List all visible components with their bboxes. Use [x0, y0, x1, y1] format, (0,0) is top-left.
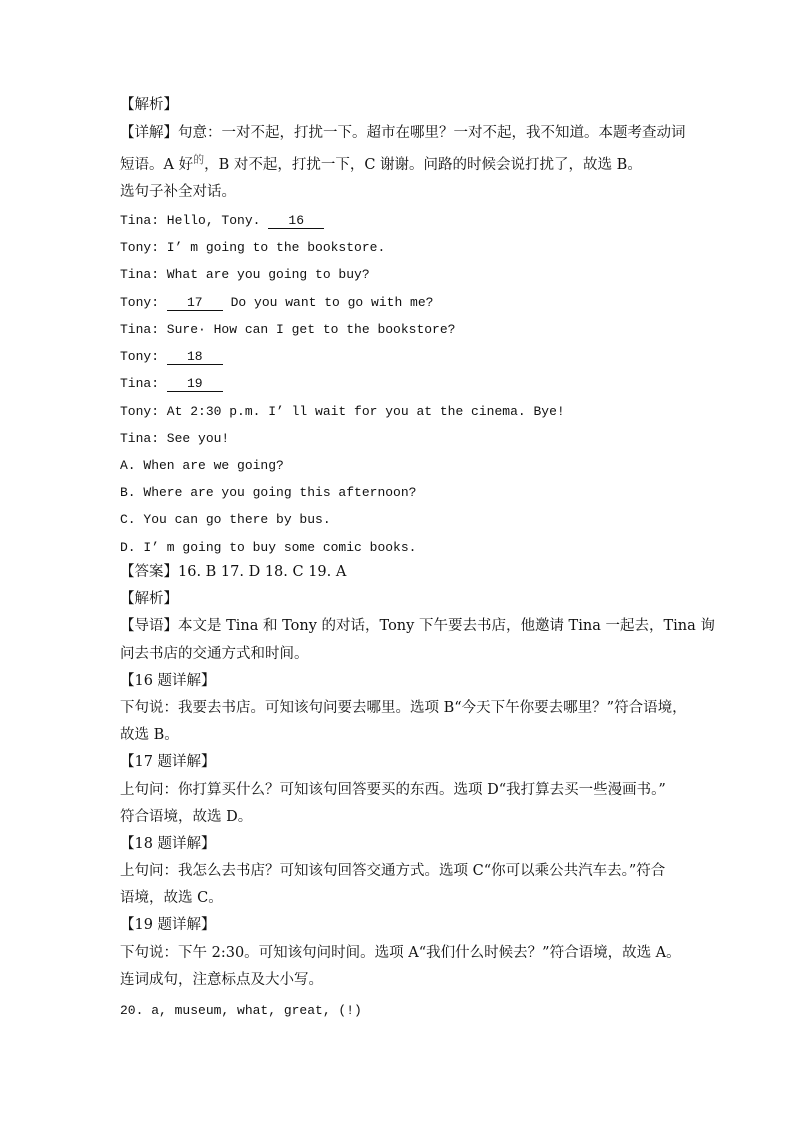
- option-b: B. Where are you going this afternoon?: [120, 485, 417, 500]
- blank-16: 16: [268, 213, 324, 229]
- blank-17: 17: [167, 295, 223, 311]
- dialogue-line: Tina: Sure· How can I get to the bookstore?: [120, 322, 456, 337]
- dialogue-line: Tina: What are you going to buy?: [120, 267, 370, 282]
- instruction-line: 连词成句，注意标点及大小写。: [120, 972, 323, 988]
- intro-paragraph-line: 【导语】本文是 Tina 和 Tony 的对话，Tony 下午要去书店，他邀请 Tina 一起去，Tina 询: [120, 618, 715, 634]
- dialogue-line: Tina: Hello, Tony. 16: [120, 211, 324, 231]
- option-a: A. When are we going?: [120, 458, 284, 473]
- heading-q17: 【17 题详解】: [120, 754, 216, 770]
- explanation-line: 语境，故选 C。: [120, 890, 223, 906]
- dialogue-line: Tony: At 2:30 p.m. I’ ll wait for you at the cinema. Bye!: [120, 404, 565, 419]
- dialogue-line: Tony: 17 Do you want to go with me?: [120, 295, 434, 310]
- dialogue-line: Tina: See you!: [120, 431, 230, 446]
- section-heading-analysis: 【解析】: [120, 97, 178, 113]
- question-20: 20. a, museum, what, great, (!): [120, 1003, 362, 1018]
- dialogue-line: Tony: I’ m going to the bookstore.: [120, 240, 386, 255]
- intro-paragraph-line: 问去书店的交通方式和时间。: [120, 646, 309, 662]
- blank-19: 19: [167, 376, 223, 392]
- section-heading-analysis: 【解析】: [120, 591, 178, 607]
- heading-q16: 【16 题详解】: [120, 673, 216, 689]
- heading-q19: 【19 题详解】: [120, 917, 216, 933]
- detail-paragraph-line: 【详解】句意：一对不起，打扰一下。超市在哪里？一对不起，我不知道。本题考查动词: [120, 125, 686, 141]
- explanation-line: 上句问：我怎么去书店？可知该句回答交通方式。选项 C“你可以乘公共汽车去。”符合: [120, 863, 666, 879]
- option-c: C. You can go there by bus.: [120, 512, 331, 527]
- heading-q18: 【18 题详解】: [120, 836, 216, 852]
- explanation-line: 故选 B。: [120, 727, 179, 743]
- dialogue-line: Tony: 18: [120, 347, 223, 367]
- blank-18: 18: [167, 349, 223, 365]
- detail-paragraph-line: 短语。A 好$^的$，B 对不起，打扰一下，C 谢谢。问路的时候会说打扰了，故选 B。: [120, 153, 642, 173]
- explanation-line: 上句问：你打算买什么？可知该句回答要买的东西。选项 D“我打算去买一些漫画书。”: [120, 782, 666, 798]
- explanation-line: 符合语境，故选 D。: [120, 809, 253, 825]
- explanation-line: 下句说：下午 2:30。可知该句问时间。选项 A“我们什么时候去？”符合语境，故选 A。: [120, 945, 681, 961]
- dialogue-line: Tina: 19: [120, 374, 223, 394]
- explanation-line: 下句说：我要去书店。可知该句问要去哪里。选项 B“今天下午你要去哪里？”符合语境，: [120, 700, 687, 716]
- instruction-line: 选句子补全对话。: [120, 184, 236, 200]
- option-d: D. I’ m going to buy some comic books.: [120, 540, 417, 555]
- answer-line: 【答案】16. B 17. D 18. C 19. A: [120, 564, 347, 580]
